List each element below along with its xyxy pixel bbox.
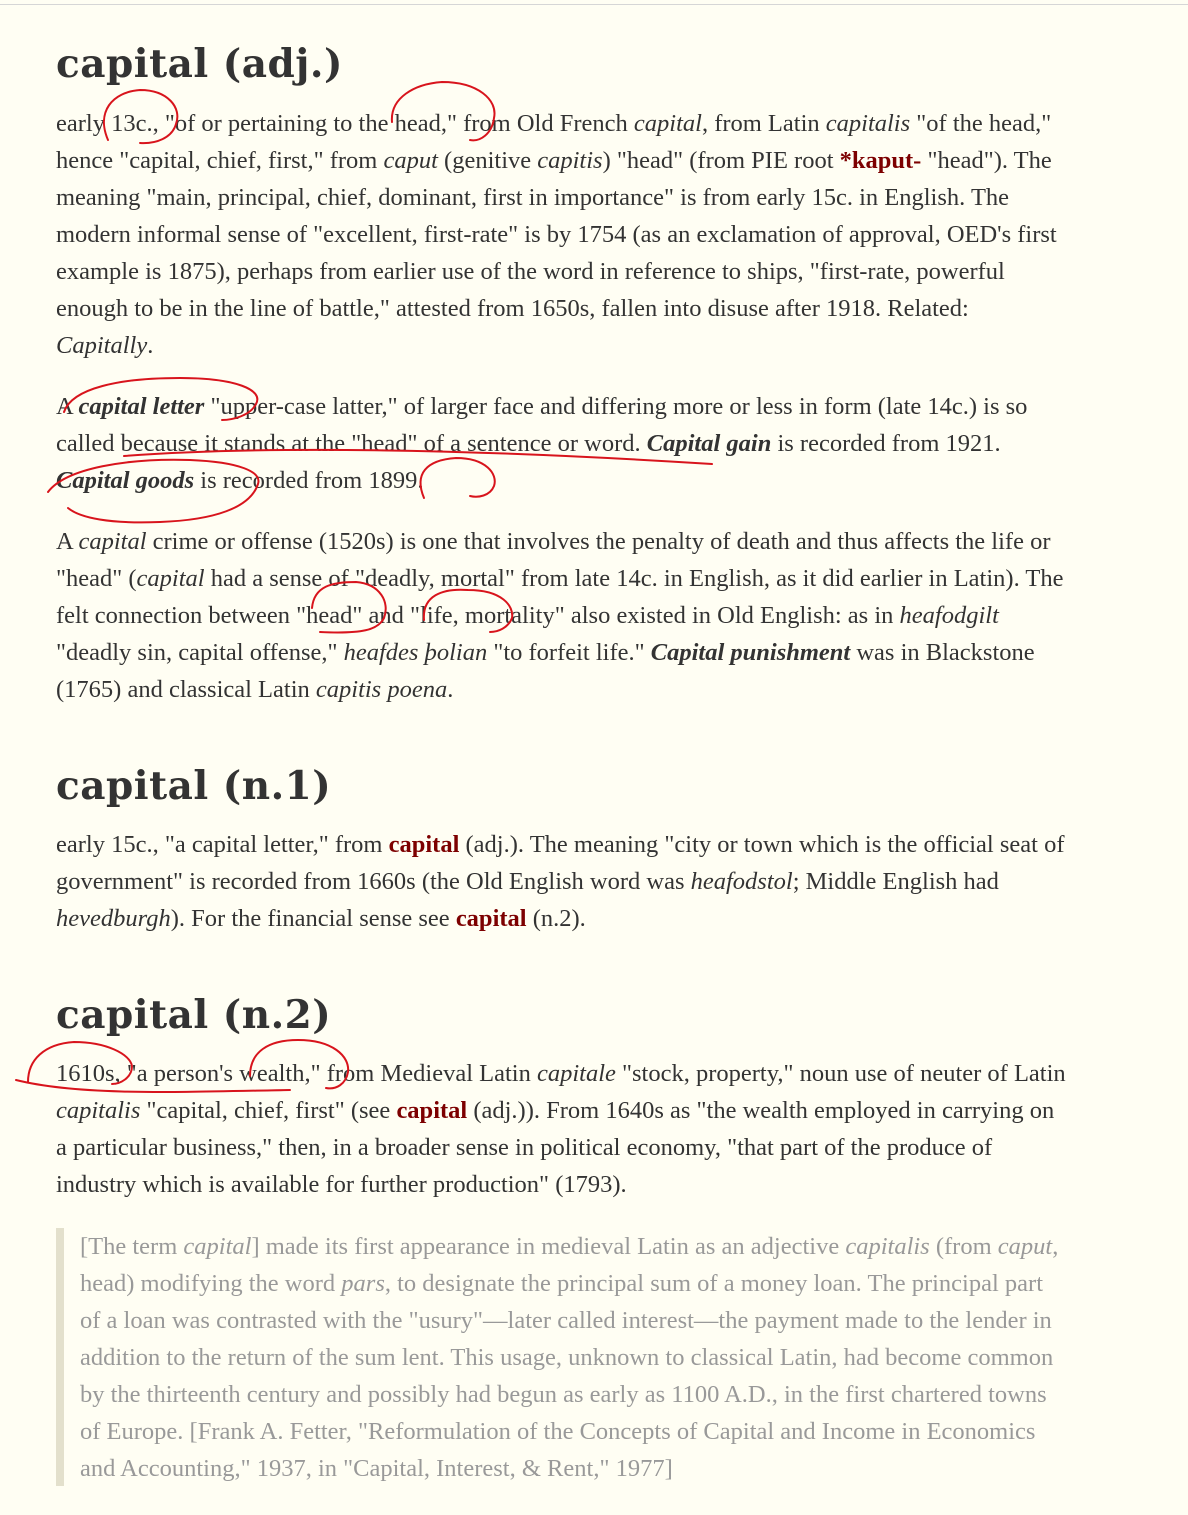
text-run: "head" ( xyxy=(56,565,137,592)
italic-word: capital xyxy=(136,565,205,592)
text-run: was in Blackstone xyxy=(850,639,1035,666)
text-line xyxy=(56,1129,1166,1166)
text-line xyxy=(56,290,1166,327)
text-line xyxy=(80,1450,1166,1487)
text-line xyxy=(80,1228,1166,1265)
italic-word: capitis poena xyxy=(315,676,448,703)
text-line xyxy=(56,900,1166,937)
entry-heading-adj: capital (adj.) xyxy=(56,41,343,87)
text-run: modern informal sense of "excellent, first-rate" is by 1754 (as an exclamation of approval, OED's first xyxy=(56,221,1057,248)
text-run: "deadly sin, capital offense," xyxy=(56,639,344,666)
text-line xyxy=(56,826,1166,863)
text-line xyxy=(80,1413,1166,1450)
italic-word: capitalis xyxy=(825,110,911,137)
text-line xyxy=(56,105,1166,142)
text-run: [The term xyxy=(80,1233,184,1260)
text-run: of Europe. [Frank A. Fetter, "Reformulation of the Concepts of Capital and Income in Economics xyxy=(80,1418,1036,1445)
text-line xyxy=(56,253,1166,290)
text-line xyxy=(56,388,1166,425)
italic-word: capitis xyxy=(537,147,603,174)
text-line xyxy=(56,671,1166,708)
defined-term: Capital gain xyxy=(646,430,772,457)
defined-term: Capital punishment xyxy=(650,639,851,666)
text-run: called because it stands at the "head" of a sentence or word. xyxy=(56,430,647,457)
text-line xyxy=(56,863,1166,900)
italic-word: capital xyxy=(183,1233,252,1260)
text-run: example is 1875), perhaps from earlier use of the word in reference to ships, "first-rate, powerful xyxy=(56,258,1005,285)
italic-word: heafdes þolian xyxy=(343,639,488,666)
entry-paragraph xyxy=(56,388,1166,499)
text-run: "of the head," xyxy=(910,110,1052,137)
cross-reference-link[interactable]: *kaput- xyxy=(839,147,922,174)
text-run: . xyxy=(447,676,454,703)
text-run: of a loan was contrasted with the "usury"—later called interest—the payment made to the lender in xyxy=(80,1307,1052,1334)
text-run: felt connection between "head" and "life, mortality" also existed in Old English: as in xyxy=(56,602,900,629)
italic-word: capitale xyxy=(536,1060,616,1087)
top-divider xyxy=(0,4,1188,5)
italic-word: pars xyxy=(341,1270,385,1297)
text-line xyxy=(56,216,1166,253)
italic-word: hevedburgh xyxy=(56,905,171,932)
entry-paragraph xyxy=(56,1055,1166,1203)
text-line xyxy=(56,634,1166,671)
text-run: ). For the financial sense see xyxy=(170,905,456,932)
text-line xyxy=(56,1092,1166,1129)
italic-word: caput xyxy=(383,147,438,174)
text-run: and Accounting," 1937, in "Capital, Interest, & Rent," 1977] xyxy=(80,1455,673,1482)
text-line xyxy=(56,142,1166,179)
text-run: "head"). The xyxy=(921,147,1052,174)
blockquote-text xyxy=(80,1228,1166,1487)
text-run: (adj.). The meaning "city or town which is the official seat of xyxy=(459,831,1065,858)
text-run: 1610s, "a person's wealth," from Medieval Latin xyxy=(56,1060,537,1087)
cross-reference-link[interactable]: capital xyxy=(396,1097,468,1124)
text-line xyxy=(80,1339,1166,1376)
text-run: crime or offense (1520s) is one that involves the penalty of death and thus affects the life or xyxy=(146,528,1051,555)
text-run: a particular business," then, in a broader sense in political economy, "that part of the produce of xyxy=(56,1134,993,1161)
italic-word: Capitally xyxy=(56,332,148,359)
entry-paragraph xyxy=(56,523,1166,708)
text-run: enough to be in the line of battle," attested from 1650s, fallen into disuse after 1918. Related: xyxy=(56,295,969,322)
text-run: (genitive xyxy=(437,147,538,174)
entry-heading-n2: capital (n.2) xyxy=(56,992,332,1038)
blockquote xyxy=(56,1228,1166,1486)
text-line xyxy=(80,1376,1166,1413)
text-line xyxy=(56,462,1166,499)
text-line xyxy=(80,1302,1166,1339)
text-run: industry which is available for further production" (1793). xyxy=(56,1171,627,1198)
text-line xyxy=(56,523,1166,560)
text-run: is recorded from 1921. xyxy=(771,430,1001,457)
text-line xyxy=(56,1166,1166,1203)
text-line xyxy=(56,179,1166,216)
italic-word: capital xyxy=(78,528,147,555)
text-line xyxy=(56,1055,1166,1092)
entry-paragraph xyxy=(56,105,1166,364)
text-run: "to forfeit life." xyxy=(487,639,651,666)
text-run: by the thirteenth century and possibly had begun as early as 1100 A.D., in the first chartered towns xyxy=(80,1381,1047,1408)
text-run: , to designate the principal sum of a money loan. The principal part xyxy=(384,1270,1043,1297)
italic-word: heafodstol xyxy=(690,868,793,895)
text-run: A xyxy=(56,528,79,555)
text-run: addition to the return of the sum lent. This usage, unknown to classical Latin, had become common xyxy=(80,1344,1054,1371)
text-line xyxy=(80,1265,1166,1302)
italic-word: capitalis xyxy=(56,1097,141,1124)
entry-paragraph xyxy=(56,826,1166,937)
text-run: had a sense of "deadly, mortal" from late 14c. in English, as it did earlier in Latin). The xyxy=(204,565,1064,592)
italic-word: capitalis xyxy=(845,1233,930,1260)
text-line xyxy=(56,327,1166,364)
text-run: is recorded from 1899. xyxy=(194,467,424,494)
text-run: government" is recorded from 1660s (the Old English word was xyxy=(56,868,691,895)
text-line xyxy=(56,425,1166,462)
text-run: "stock, property," noun use of neuter of Latin xyxy=(615,1060,1066,1087)
text-run: meaning "main, principal, chief, dominant, first in importance" is from early 15c. in English. The xyxy=(56,184,1010,211)
entry-heading-n1: capital (n.1) xyxy=(56,763,332,809)
defined-term: capital letter xyxy=(78,393,205,420)
text-run: ] made its first appearance in medieval Latin as an adjective xyxy=(251,1233,846,1260)
text-run: . xyxy=(147,332,154,359)
text-line xyxy=(56,597,1166,634)
text-line xyxy=(56,560,1166,597)
text-run: early 15c., "a capital letter," from xyxy=(56,831,389,858)
text-run: , from Latin xyxy=(701,110,826,137)
text-run: head) modifying the word xyxy=(80,1270,342,1297)
text-run: hence "capital, chief, first," from xyxy=(56,147,384,174)
text-run: ; Middle English had xyxy=(792,868,999,895)
italic-word: caput xyxy=(997,1233,1053,1260)
italic-word: capital xyxy=(633,110,702,137)
text-run: early 13c., "of or pertaining to the head," from Old French xyxy=(56,110,634,137)
text-run: (1765) and classical Latin xyxy=(56,676,316,703)
text-run: (adj.)). From 1640s as "the wealth employed in carrying on xyxy=(467,1097,1055,1124)
defined-term: Capital goods xyxy=(56,467,195,494)
text-run: , xyxy=(1052,1233,1059,1260)
cross-reference-link[interactable]: capital xyxy=(388,831,460,858)
text-run: (from xyxy=(929,1233,998,1260)
text-run: A xyxy=(56,393,79,420)
text-run: (n.2). xyxy=(526,905,586,932)
italic-word: heafodgilt xyxy=(899,602,999,629)
text-run: "capital, chief, first" (see xyxy=(140,1097,397,1124)
text-run: "upper-case latter," of larger face and differing more or less in form (late 14c.) is so xyxy=(204,393,1028,420)
cross-reference-link[interactable]: capital xyxy=(455,905,527,932)
text-run: ) "head" (from PIE root xyxy=(602,147,840,174)
